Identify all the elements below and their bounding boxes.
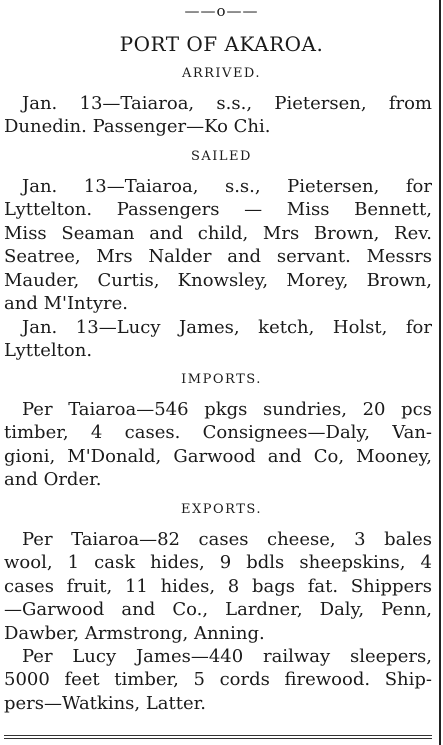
bottom-rule-double xyxy=(4,738,432,739)
text-line: Dunedin. Passenger—Ko Chi. xyxy=(4,116,271,138)
text-line: 5000 feet timber, 5 cords firewood. Ship- xyxy=(4,669,432,691)
arrived-heading: ARRIVED. xyxy=(181,66,262,81)
exports-entry-taiaroa xyxy=(4,528,432,645)
section-ornament: ——o—— xyxy=(184,2,259,20)
text-line: Lyttelton. Passengers — Miss Bennett, xyxy=(4,199,432,221)
sailed-heading: SAILED xyxy=(191,149,252,164)
exports-heading: EXPORTS. xyxy=(181,502,262,517)
text-line: Miss Seaman and child, Mrs Brown, Rev. xyxy=(4,222,432,244)
exports-entry-lucy-james xyxy=(4,645,432,715)
text-line: Jan. 13—Taiaroa, s.s., Pietersen, for xyxy=(22,176,432,197)
text-line: Mauder, Curtis, Knowsley, Morey, Brown, xyxy=(4,269,432,291)
text-line: cases fruit, 11 hides, 8 bags fat. Shippers xyxy=(4,575,432,597)
text-line: Jan. 13—Taiaroa, s.s., Pietersen, from xyxy=(22,93,432,114)
sailed-entry-lucy-james xyxy=(4,316,432,363)
text-line: Per Taiaroa—82 cases cheese, 3 bales xyxy=(22,529,432,550)
text-line: Per Lucy James—440 railway sleepers, xyxy=(22,646,432,667)
text-line: and M'Intyre. xyxy=(4,293,129,315)
text-line: and Order. xyxy=(4,469,102,491)
text-line: Jan. 13—Lucy James, ketch, Holst, for xyxy=(22,317,432,338)
arrived-entry xyxy=(4,92,432,139)
text-line: timber, 4 cases. Consignees—Daly, Van- xyxy=(4,422,432,444)
page-title: PORT OF AKAROA. xyxy=(119,32,324,56)
bottom-rule xyxy=(4,735,432,736)
text-line: Lyttelton. xyxy=(4,340,93,362)
text-line: pers—Watkins, Latter. xyxy=(4,692,207,714)
text-line: Per Taiaroa—546 pkgs sundries, 20 pcs xyxy=(22,399,432,420)
imports-heading: IMPORTS. xyxy=(181,372,262,387)
text-line: —Garwood and Co., Lardner, Daly, Penn, xyxy=(4,599,432,621)
sailed-entry-taiaroa xyxy=(4,175,432,315)
text-line: gioni, M'Donald, Garwood and Co, Mooney, xyxy=(4,445,432,467)
text-line: Dawber, Armstrong, Anning. xyxy=(4,622,265,644)
text-line: Seatree, Mrs Nalder and servant. Messrs xyxy=(4,246,432,268)
imports-entry xyxy=(4,398,432,492)
text-line: wool, 1 cask hides, 9 bdls sheepskins, 4 xyxy=(4,552,432,574)
